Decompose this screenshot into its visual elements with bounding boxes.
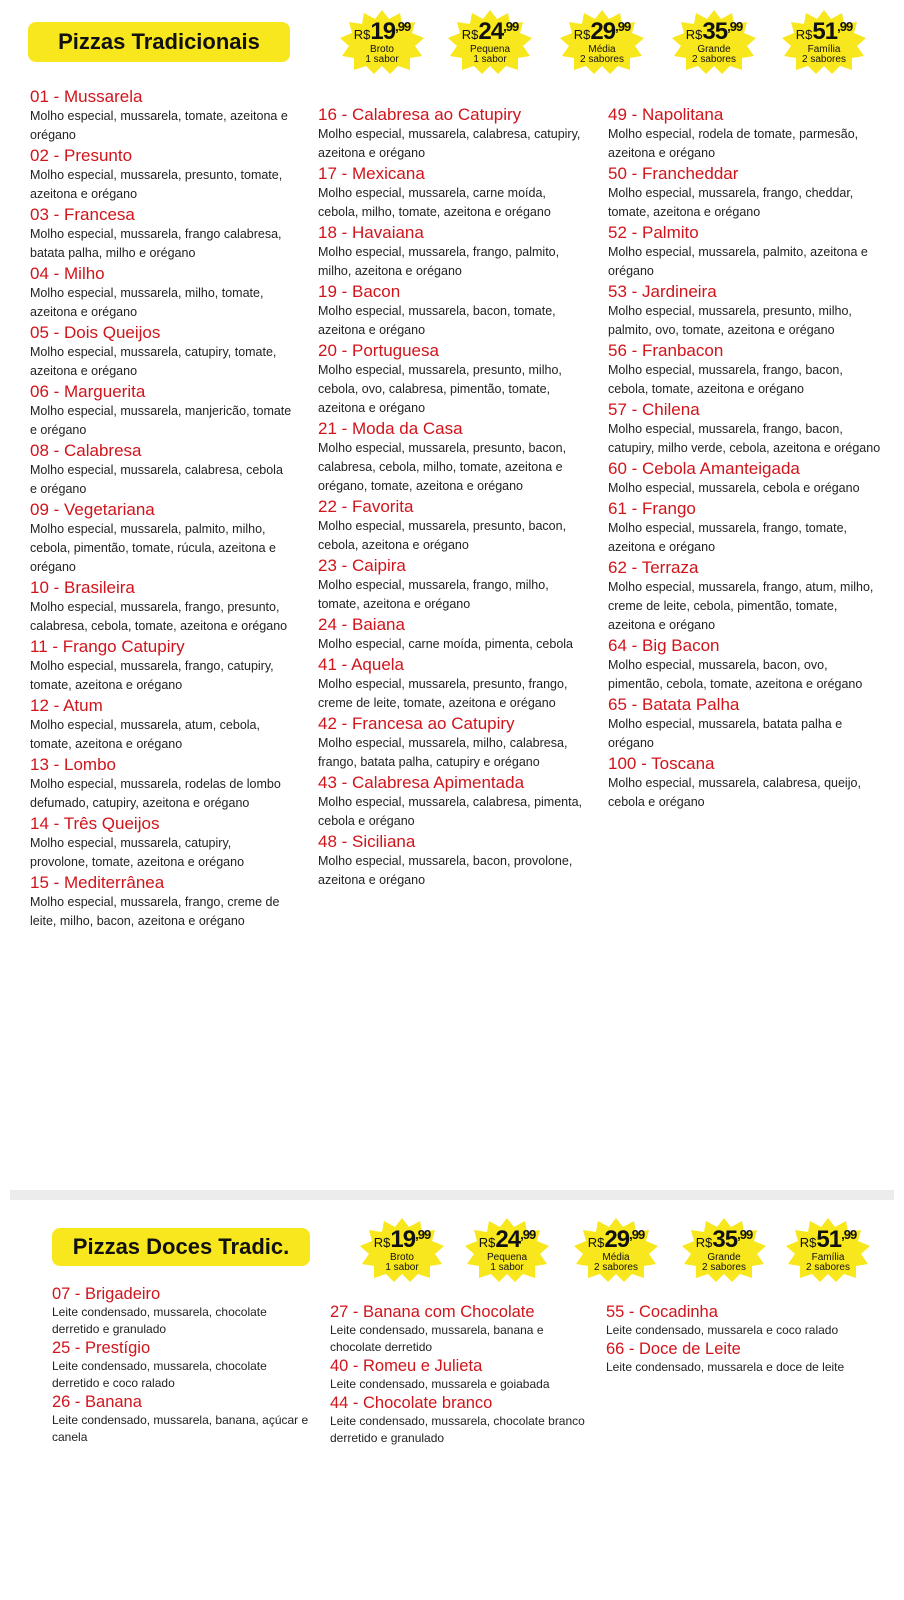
item-name: 18 - Havaiana (318, 223, 424, 242)
price-badge-grande (682, 1218, 766, 1282)
flavor-count: 2 sabores (692, 53, 736, 65)
item-name: 25 - Prestígio (52, 1339, 151, 1357)
item-description: Molho especial, mussarela, batata palha e orégano (608, 717, 843, 750)
item-description: Molho especial, mussarela, presunto, bacon, calabresa, cebola, milho, tomate, azeitona e orégano, tomate, azeitona e orégano (318, 441, 567, 493)
item-description: Molho especial, mussarela, milho, tomate, azeitona e orégano (30, 286, 264, 319)
flavor-count: 1 sabor (385, 1261, 419, 1273)
menu-item (30, 145, 292, 204)
item-name: 02 - Presunto (30, 146, 133, 165)
menu-item (30, 204, 292, 263)
menu-item (608, 104, 884, 163)
item-name: 26 - Banana (52, 1393, 142, 1411)
item-name: 16 - Calabresa ao Catupiry (318, 105, 522, 124)
item-description: Molho especial, mussarela, calabresa, queijo, cebola e orégano (608, 776, 861, 809)
item-name: 40 - Romeu e Julieta (330, 1357, 483, 1375)
item-description: Molho especial, mussarela, presunto, milho, palmito, ovo, tomate, azeitona e orégano (608, 304, 852, 337)
item-description: Molho especial, mussarela, catupiry, tomate, azeitona e orégano (30, 345, 277, 378)
item-name: 44 - Chocolate branco (330, 1394, 493, 1412)
item-description: Molho especial, mussarela, calabresa, cebola e orégano (30, 463, 283, 496)
price-value: $R\$35^{,99}$ (695, 1225, 753, 1253)
item-description: Molho especial, rodela de tomate, parmesão, azeitona e orégano (608, 127, 859, 160)
item-description: Leite condensado, mussarela e goiabada (330, 1377, 550, 1391)
section-divider (10, 1190, 894, 1200)
item-name: 49 - Napolitana (608, 105, 724, 124)
item-description: Molho especial, mussarela, frango, atum, milho, creme de leite, cebola, pimentão, tomate, azeitona e orégano (608, 580, 874, 632)
flavor-count: 1 sabor (365, 53, 399, 65)
size-label: Pequena (469, 43, 511, 55)
menu-item (318, 104, 588, 163)
price-badge-media (560, 10, 644, 74)
item-name: 41 - Aquela (318, 655, 405, 674)
item-name: 61 - Frango (608, 499, 696, 518)
menu-item (608, 222, 884, 281)
item-name: 60 - Cebola Amanteigada (608, 459, 800, 478)
menu-item (608, 399, 884, 458)
price-badge-broto (340, 10, 424, 74)
menu-item (52, 1284, 310, 1338)
price-value: $R\$51^{,99}$ (795, 17, 853, 45)
menu-item (608, 163, 884, 222)
menu-item (608, 694, 884, 753)
item-name: 53 - Jardineira (608, 282, 717, 301)
item-description: Molho especial, mussarela, bacon, provolone, azeitona e orégano (318, 854, 573, 887)
item-name: 22 - Favorita (318, 497, 414, 516)
item-description: Molho especial, mussarela, calabresa, catupiry, azeitona e orégano (318, 127, 581, 160)
menu-item (30, 499, 292, 577)
item-name: 07 - Brigadeiro (52, 1285, 161, 1303)
item-description: Molho especial, mussarela, presunto, frango, creme de leite, tomate, azeitona e orégano (318, 677, 568, 710)
menu-item (30, 381, 292, 440)
item-description: Molho especial, mussarela, tomate, azeitona e orégano (30, 109, 288, 142)
item-name: 12 - Atum (30, 696, 103, 715)
item-name: 20 - Portuguesa (318, 341, 439, 360)
item-name: 01 - Mussarela (30, 87, 143, 106)
item-name: 43 - Calabresa Apimentada (318, 773, 525, 792)
item-description: Molho especial, mussarela, frango, cheddar, tomate, azeitona e orégano (608, 186, 854, 219)
section-doces (0, 1218, 904, 1518)
menu-item (318, 555, 588, 614)
menu-column-1 (30, 86, 292, 931)
item-name: 08 - Calabresa (30, 441, 142, 460)
item-name: 52 - Palmito (608, 223, 699, 242)
price-value: $R\$29^{,99}$ (587, 1225, 645, 1253)
menu-item (330, 1302, 592, 1356)
menu-item (318, 222, 588, 281)
item-name: 100 - Toscana (608, 754, 715, 773)
price-value: $R\$24^{,99}$ (478, 1225, 536, 1253)
menu-item (318, 340, 588, 418)
item-name: 50 - Francheddar (608, 164, 739, 183)
item-description: Leite condensado, mussarela, banana, açúcar e canela (52, 1413, 309, 1444)
item-name: 06 - Marguerita (30, 382, 146, 401)
menu-item (30, 813, 292, 872)
flavor-count: 2 sabores (594, 1261, 638, 1273)
menu-item (318, 772, 588, 831)
item-name: 17 - Mexicana (318, 164, 425, 183)
item-name: 10 - Brasileira (30, 578, 135, 597)
price-value: $R\$19^{,99}$ (353, 17, 411, 45)
menu-item (608, 458, 884, 498)
menu-item (318, 654, 588, 713)
price-value: $R\$24^{,99}$ (461, 17, 519, 45)
size-label: Grande (697, 43, 731, 55)
item-description: Molho especial, mussarela, presunto, milho, cebola, ovo, calabresa, pimentão, tomate, azeitona e orégano (318, 363, 562, 415)
price-badge-grande (672, 10, 756, 74)
item-description: Molho especial, mussarela, palmito, milho, cebola, pimentão, tomate, rúcula, azeitona e orégano (30, 522, 276, 574)
menu-column-2 (330, 1302, 592, 1447)
menu-item (318, 418, 588, 496)
item-name: 24 - Baiana (318, 615, 405, 634)
item-name: 04 - Milho (30, 264, 105, 283)
item-name: 21 - Moda da Casa (318, 419, 463, 438)
item-name: 23 - Caipira (318, 556, 406, 575)
menu-item (606, 1339, 860, 1376)
item-name: 14 - Três Queijos (30, 814, 160, 833)
menu-item (30, 754, 292, 813)
size-label: Média (602, 1251, 630, 1263)
item-name: 66 - Doce de Leite (606, 1340, 741, 1358)
size-label: Pequena (486, 1251, 528, 1263)
item-description: Molho especial, mussarela, milho, calabresa, frango, batata palha, catupiry e orégano (318, 736, 568, 769)
item-name: 57 - Chilena (608, 400, 700, 419)
menu-column-2 (318, 104, 588, 890)
item-description: Leite condensado, mussarela, chocolate derretido e coco ralado (52, 1359, 267, 1390)
size-label: Média (588, 43, 616, 55)
item-description: Molho especial, mussarela, frango, tomate, azeitona e orégano (608, 521, 848, 554)
price-badge-media (574, 1218, 658, 1282)
item-name: 09 - Vegetariana (30, 500, 155, 519)
item-description: Molho especial, mussarela, bacon, tomate, azeitona e orégano (318, 304, 556, 337)
menu-item (30, 577, 292, 636)
item-description: Molho especial, mussarela, frango, presunto, calabresa, cebola, tomate, azeitona e orégano (30, 600, 288, 633)
flavor-count: 2 sabores (802, 53, 846, 65)
menu-item (608, 753, 884, 812)
item-description: Molho especial, mussarela, rodelas de lombo defumado, catupiry, azeitona e orégano (30, 777, 281, 810)
price-value: $R\$35^{,99}$ (685, 17, 743, 45)
item-description: Molho especial, mussarela, frango, catupiry, tomate, azeitona e orégano (30, 659, 274, 692)
menu-item (608, 635, 884, 694)
menu-item (30, 322, 292, 381)
item-description: Molho especial, carne moída, pimenta, cebola (318, 637, 574, 651)
menu-item (30, 440, 292, 499)
menu-item (318, 831, 588, 890)
menu-item (52, 1338, 310, 1392)
price-value: $R\$19^{,99}$ (373, 1225, 431, 1253)
item-description: Leite condensado, mussarela, chocolate branco derretido e granulado (330, 1414, 585, 1445)
flavor-count: 1 sabor (490, 1261, 524, 1273)
price-value: $R\$29^{,99}$ (573, 17, 631, 45)
item-name: 62 - Terraza (608, 558, 699, 577)
menu-item (30, 263, 292, 322)
item-name: 11 - Frango Catupiry (30, 637, 185, 656)
item-name: 55 - Cocadinha (606, 1303, 718, 1321)
item-description: Molho especial, mussarela, presunto, bacon, cebola, azeitona e orégano (318, 519, 567, 552)
item-description: Molho especial, mussarela, cebola e orégano (608, 481, 860, 495)
size-label: Broto (370, 43, 394, 55)
menu-item (30, 86, 292, 145)
menu-column-1 (52, 1284, 310, 1446)
item-description: Leite condensado, mussarela e doce de leite (606, 1360, 845, 1374)
item-description: Leite condensado, mussarela, banana e chocolate derretido (330, 1323, 544, 1354)
item-name: 48 - Siciliana (318, 832, 416, 851)
flavor-count: 2 sabores (580, 53, 624, 65)
menu-item (608, 281, 884, 340)
size-label: Família (807, 43, 841, 55)
item-description: Molho especial, mussarela, bacon, ovo, pimentão, cebola, tomate, azeitona e orégano (608, 658, 863, 691)
price-badge-familia (782, 10, 866, 74)
item-name: 05 - Dois Queijos (30, 323, 161, 342)
menu-item (30, 872, 292, 931)
section-title: Pizzas Doces Tradic. (52, 1228, 310, 1266)
menu-item (330, 1356, 592, 1393)
menu-item (606, 1302, 860, 1339)
menu-column-3 (608, 104, 884, 812)
menu-item (608, 557, 884, 635)
flavor-count: 1 sabor (473, 53, 507, 65)
item-description: Molho especial, mussarela, calabresa, pimenta, cebola e orégano (318, 795, 583, 828)
item-description: Molho especial, mussarela, catupiry, provolone, tomate, azeitona e orégano (30, 836, 245, 869)
size-label: Grande (707, 1251, 741, 1263)
item-name: 64 - Big Bacon (608, 636, 720, 655)
section-title: Pizzas Tradicionais (28, 22, 290, 62)
item-description: Molho especial, mussarela, frango, bacon, catupiry, milho verde, cebola, azeitona e orégano (608, 422, 881, 455)
item-description: Molho especial, mussarela, frango, palmito, milho, azeitona e orégano (318, 245, 560, 278)
menu-item (30, 695, 292, 754)
menu-item (318, 496, 588, 555)
item-description: Molho especial, mussarela, frango calabresa, batata palha, milho e orégano (30, 227, 282, 260)
item-description: Leite condensado, mussarela, chocolate derretido e granulado (52, 1305, 267, 1336)
menu-item (608, 498, 884, 557)
item-description: Molho especial, mussarela, presunto, tomate, azeitona e orégano (30, 168, 283, 201)
item-description: Molho especial, mussarela, carne moída, cebola, milho, tomate, azeitona e orégano (318, 186, 551, 219)
item-name: 27 - Banana com Chocolate (330, 1303, 535, 1321)
menu-item (318, 614, 588, 654)
menu-column-3 (606, 1302, 860, 1376)
size-label: Broto (390, 1251, 414, 1263)
item-description: Leite condensado, mussarela e coco ralado (606, 1323, 839, 1337)
item-name: 42 - Francesa ao Catupiry (318, 714, 515, 733)
menu-item (330, 1393, 592, 1447)
item-name: 65 - Batata Palha (608, 695, 740, 714)
menu-item (608, 340, 884, 399)
item-name: 03 - Francesa (30, 205, 135, 224)
item-description: Molho especial, mussarela, frango, bacon, cebola, tomate, azeitona e orégano (608, 363, 843, 396)
size-label: Família (811, 1251, 845, 1263)
item-description: Molho especial, mussarela, manjericão, tomate e orégano (30, 404, 292, 437)
item-description: Molho especial, mussarela, frango, creme de leite, milho, bacon, azeitona e orégano (30, 895, 280, 928)
price-value: $R\$51^{,99}$ (799, 1225, 857, 1253)
menu-item (318, 163, 588, 222)
flavor-count: 2 sabores (806, 1261, 850, 1273)
menu-item (30, 636, 292, 695)
item-name: 56 - Franbacon (608, 341, 724, 360)
flavor-count: 2 sabores (702, 1261, 746, 1273)
menu-item (52, 1392, 310, 1446)
price-badge-broto (360, 1218, 444, 1282)
menu-item (318, 281, 588, 340)
item-name: 19 - Bacon (318, 282, 401, 301)
menu-item (318, 713, 588, 772)
item-description: Molho especial, mussarela, palmito, azeitona e orégano (608, 245, 868, 278)
item-name: 15 - Mediterrânea (30, 873, 165, 892)
item-description: Molho especial, mussarela, atum, cebola, tomate, azeitona e orégano (30, 718, 260, 751)
price-badge-pequena (465, 1218, 549, 1282)
item-name: 13 - Lombo (30, 755, 116, 774)
price-badge-pequena (448, 10, 532, 74)
price-badge-familia (786, 1218, 870, 1282)
item-description: Molho especial, mussarela, frango, milho, tomate, azeitona e orégano (318, 578, 549, 611)
